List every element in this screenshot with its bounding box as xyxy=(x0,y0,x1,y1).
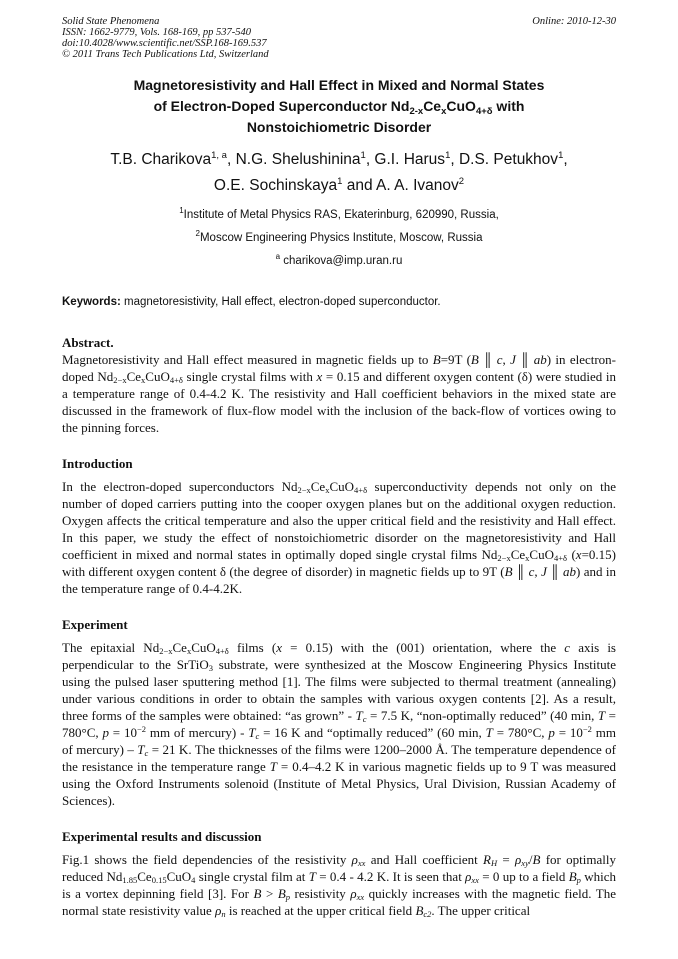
paper-title xyxy=(62,75,616,138)
journal-issn: ISSN: 1662-9779, Vols. 168-169, pp 537-540 xyxy=(62,27,251,38)
title-line-2 xyxy=(62,96,616,117)
keywords-label: Keywords: xyxy=(62,296,121,308)
experiment-heading: Experiment xyxy=(62,617,128,632)
title-subscript: 4+δ xyxy=(475,106,493,117)
author-affil-mark: 1 xyxy=(337,176,343,187)
title-text: of Electron-Doped Superconductor Nd xyxy=(153,98,410,114)
author-name: , G.I. Harus xyxy=(365,151,446,168)
title-text: CuO xyxy=(446,98,476,114)
author-affil-mark: 1, a xyxy=(211,150,227,161)
affiliation-1 xyxy=(62,204,616,227)
experiment-text: The epitaxial $Nd_{2-x}Ce_xCuO_{4+\delta}$ films (x = 0.15) with the (001) orientation, where the c axis is perpendicular to the SrTiO$_3$ substrate, were synthesized at the Moscow Engineering Physics Institute using the pulsed laser sputtering method [1]. The films were subjected to thermal treatment (annealing) under various conditions in order to obtain the samples with various oxygen contents [2]. As a result, three forms of the samples were obtained: “as grown” - $T_c = 7.5$ K, “non-optimally reduced” (40 min, T = 780°C, $p = 10^{-2}$ mm of mercury) - $T_c = 16$ K and “optimally reduced” (60 min, T = 780°C, $p = 10^{-2}$ mm of mercury) – $T_c = 21$ K. The thicknesses of the films were 1200–2000 Å. The temperature dependence of the resistance in the temperature range T = 0.4–4.2 K in various magnetic fields up to 9 T was measured using the Oxford Instruments solenoid (Institute of Metal Physics, Ural Division, Russian Academy of Sciences). xyxy=(62,640,617,808)
affil-text: Institute of Metal Physics RAS, Ekaterinburg, 620990, Russia, xyxy=(183,209,499,221)
title-text: with xyxy=(492,98,525,114)
introduction-text: In the electron-doped superconductors $Nd_{2-x}Ce_xCuO_{4+\delta}$ superconductivity depends not only on the number of doped carriers putting into the cooper oxygen planes but on the additional oxygen reduction. Oxygen affects the critical temperature and also the upper critical field and the resistivity and Hall effect. In this paper, we study the effect of nonstoichiometric disorder on the magnetoresistivity and Hall coefficient in mixed and normal states in optimally doped single crystal films $Nd_{2-x}Ce_xCuO_{4+\delta}$ (x=0.15) with different oxygen content δ (the degree of disorder) in magnetic fields up to 9T (B ║ c, J ║ ab) and in the temperature range of 0.4-4.2K. xyxy=(62,479,617,596)
authors-line-2 xyxy=(62,173,616,199)
journal-copyright: © 2011 Trans Tech Publications Ltd, Switzerland xyxy=(62,49,269,60)
author-affil-mark: 1 xyxy=(445,150,451,161)
author-affil-mark: 1 xyxy=(360,150,366,161)
online-date: Online: 2010-12-30 xyxy=(532,16,616,27)
email-line xyxy=(62,250,616,273)
abstract-section xyxy=(62,334,616,436)
experiment-section xyxy=(62,616,616,809)
abstract-heading: Abstract. xyxy=(62,335,114,350)
introduction-section xyxy=(62,455,616,597)
author-separator: , xyxy=(563,151,568,168)
keywords xyxy=(62,295,616,310)
title-subscript: 2-x xyxy=(409,106,424,117)
affil-mark: 2 xyxy=(195,229,200,238)
author-affil-mark: 2 xyxy=(458,176,465,187)
author-name: , N.G. Shelushinina xyxy=(226,151,361,168)
affiliations xyxy=(62,204,616,273)
results-heading: Experimental results and discussion xyxy=(62,829,262,844)
affil-mark: 1 xyxy=(179,206,184,215)
keywords-text: magnetoresistivity, Hall effect, electron-doped superconductor. xyxy=(120,296,441,308)
email-address[interactable]: charikova@imp.uran.ru xyxy=(280,255,403,267)
email-mark: a xyxy=(275,252,281,261)
author-name: , D.S. Petukhov xyxy=(450,151,559,168)
author-list xyxy=(62,147,616,199)
affil-text: Moscow Engineering Physics Institute, Moscow, Russia xyxy=(199,232,483,244)
journal-doi: doi:10.4028/www.scientific.net/SSP.168-169.537 xyxy=(62,38,267,49)
author-affil-mark: 1 xyxy=(558,150,564,161)
journal-info xyxy=(62,16,269,60)
abstract-text: Magnetoresistivity and Hall effect measured in magnetic fields up to B=9T (B ║ c, J ║ ab) in electron-doped $Nd_{2-x}Ce_xCuO_{4+\delta}$ single crystal films with x = 0.15 and different oxygen content (δ) were studied in a temperature range of 0.4-4.2 K. The resistivity and Hall coefficient behaviors in the mixed state are discussed in the framework of flux-flow model with the inclusion of the back-flow of vortices owing to the pinning forces. xyxy=(62,352,617,435)
affiliation-2 xyxy=(62,227,616,250)
author-name: O.E. Sochinskaya xyxy=(213,177,338,194)
results-section xyxy=(62,828,616,919)
title-subscript: x xyxy=(441,106,447,117)
journal-header xyxy=(62,16,616,60)
title-line-1: Magnetoresistivity and Hall Effect in Mixed and Normal States xyxy=(133,77,545,93)
results-text: Fig.1 shows the field dependencies of the resistivity $\rho_{xx}$ and Hall coefficient $R_H = \rho_{xy}/B$ for optimally reduced $Nd_{1.85}Ce_{0.15}CuO_4$ single crystal film at T = 0.4 - 4.2 K. It is seen that $\rho_{xx} = 0$ up to a field $B_p$ which is a vortex depinning field [3]. For $B > B_p$ resistivity $\rho_{xx}$ quickly increases with the magnetic field. The normal state resistivity value $\rho_n$ is reached at the upper critical field $B_{c2}$. The upper critical xyxy=(62,852,616,919)
introduction-heading: Introduction xyxy=(62,456,133,471)
authors-line-1 xyxy=(62,147,616,173)
journal-name: Solid State Phenomena xyxy=(62,16,160,27)
title-text: Ce xyxy=(423,98,442,114)
title-line-3: Nonstoichiometric Disorder xyxy=(246,119,432,135)
author-name: T.B. Charikova xyxy=(110,151,212,168)
author-name: and A. A. Ivanov xyxy=(342,177,459,194)
